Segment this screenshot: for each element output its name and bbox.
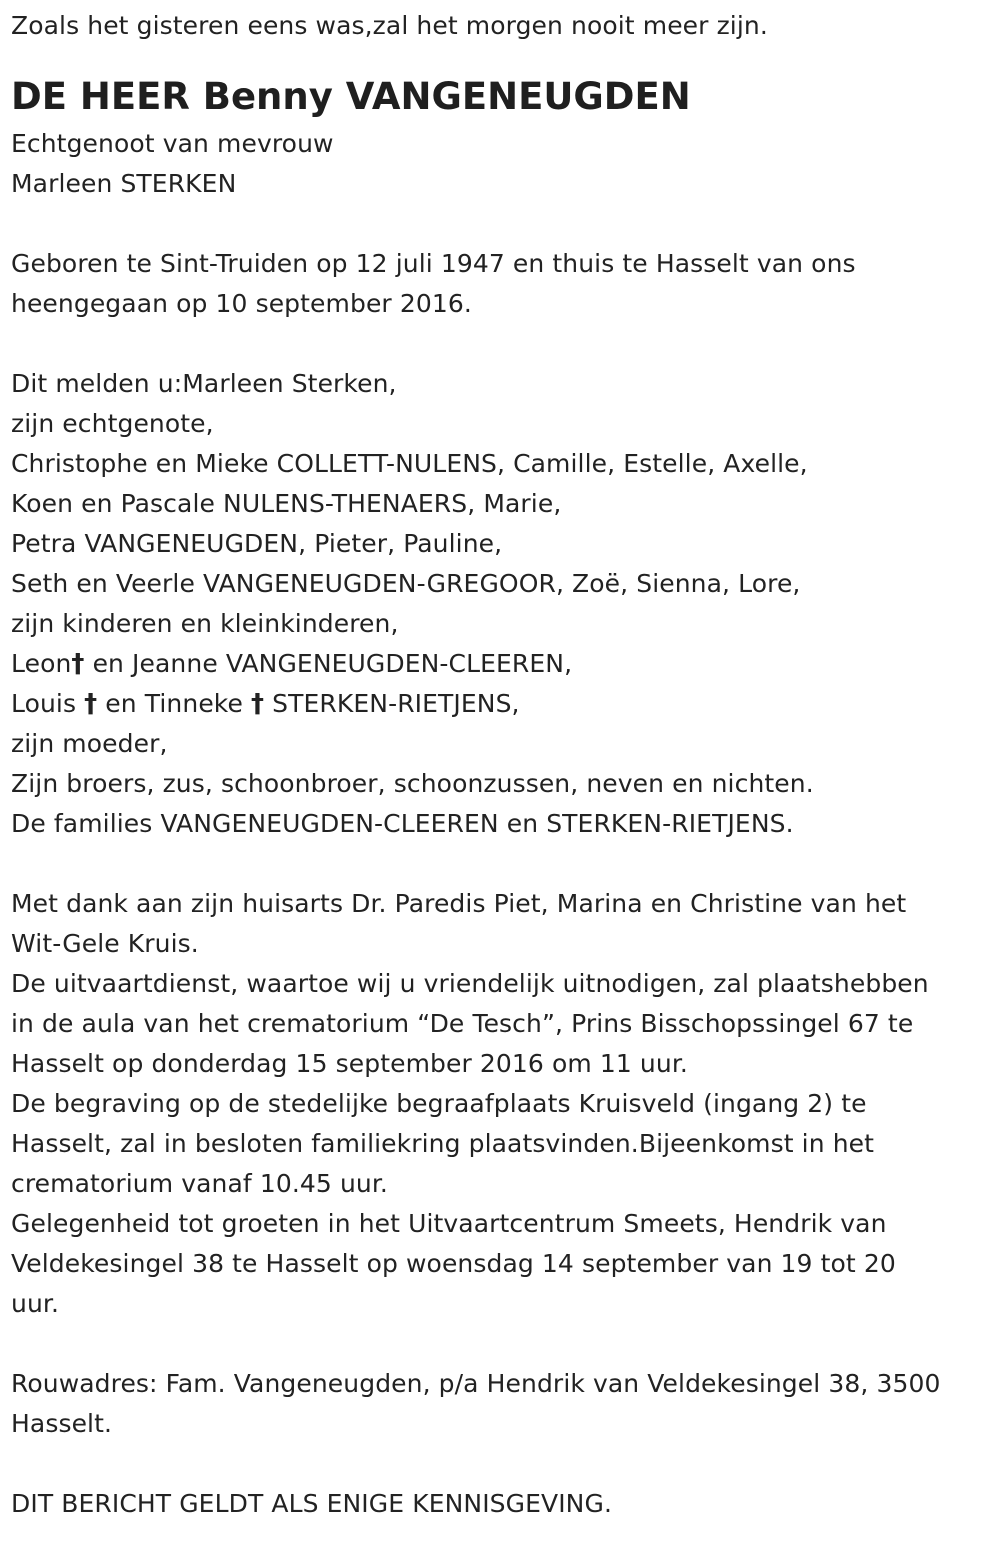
spacer — [11, 1444, 996, 1484]
name-leon: Leon — [11, 649, 72, 678]
family-line: zijn echtgenote, — [11, 409, 214, 438]
family-line-louis — [11, 684, 996, 724]
service-details — [11, 884, 996, 1324]
service-line: Veldekesingel 38 te Hasselt op woensdag 14 september van 19 tot 20 — [11, 1249, 896, 1278]
cross-icon: † — [71, 649, 85, 679]
birth-line: Geboren te Sint-Truiden op 12 juli 1947 en thuis te Hasselt van ons — [11, 249, 856, 278]
family-text: en Tinneke — [97, 689, 252, 718]
spacer — [11, 204, 996, 244]
obituary-notice — [11, 6, 996, 1524]
spouse-line: Echtgenoot van mevrouw — [11, 129, 334, 158]
family-line: Dit melden u:Marleen Sterken, — [11, 369, 397, 398]
family-line: Petra VANGENEUGDEN, Pieter, Pauline, — [11, 529, 503, 558]
closing-statement: DIT BERICHT GELDT ALS ENIGE KENNISGEVING. — [11, 1489, 612, 1518]
cross-icon: † — [84, 689, 98, 719]
family-line: Seth en Veerle VANGENEUGDEN-GREGOOR, Zoë, Sienna, Lore, — [11, 569, 801, 598]
family-text: STERKEN-RIETJENS, — [264, 689, 520, 718]
service-line: Hasselt op donderdag 15 september 2016 om 11 uur. — [11, 1049, 688, 1078]
mourning-address-city: Hasselt. — [11, 1409, 113, 1438]
family-line: zijn moeder, — [11, 729, 168, 758]
name-louis: Louis — [11, 689, 85, 718]
service-line: Wit-Gele Kruis. — [11, 929, 199, 958]
service-line: Hasselt, zal in besloten familiekring plaatsvinden.Bijeenkomst in het — [11, 1129, 875, 1158]
family-line: De families VANGENEUGDEN-CLEEREN en STERKEN-RIETJENS. — [11, 809, 794, 838]
family-list — [11, 364, 996, 844]
motto: Zoals het gisteren eens was,zal het morgen nooit meer zijn. — [11, 11, 768, 40]
family-line-leon — [11, 644, 996, 684]
spacer — [11, 1324, 996, 1364]
deceased-title: DE HEER Benny VANGENEUGDEN — [11, 75, 691, 118]
mourning-address: Rouwadres: Fam. Vangeneugden, p/a Hendrik van Veldekesingel 38, 3500 — [11, 1369, 941, 1398]
spouse-name: Marleen STERKEN — [11, 169, 237, 198]
family-line: Koen en Pascale NULENS-THENAERS, Marie, — [11, 489, 562, 518]
family-line: zijn kinderen en kleinkinderen, — [11, 609, 399, 638]
service-line: De uitvaartdienst, waartoe wij u vriendelijk uitnodigen, zal plaatshebben — [11, 969, 929, 998]
death-line: heengegaan op 10 september 2016. — [11, 289, 472, 318]
spacer — [11, 324, 996, 364]
family-text: en Jeanne VANGENEUGDEN-CLEEREN, — [84, 649, 573, 678]
family-line: Zijn broers, zus, schoonbroer, schoonzussen, neven en nichten. — [11, 769, 814, 798]
cross-icon: † — [251, 689, 265, 719]
family-line: Christophe en Mieke COLLETT-NULENS, Camille, Estelle, Axelle, — [11, 449, 808, 478]
service-line: De begraving op de stedelijke begraafplaats Kruisveld (ingang 2) te — [11, 1089, 867, 1118]
service-line: crematorium vanaf 10.45 uur. — [11, 1169, 388, 1198]
service-line: in de aula van het crematorium “De Tesch”, Prins Bisschopssingel 67 te — [11, 1009, 914, 1038]
service-line: Met dank aan zijn huisarts Dr. Paredis Piet, Marina en Christine van het — [11, 889, 907, 918]
service-line: Gelegenheid tot groeten in het Uitvaartcentrum Smeets, Hendrik van — [11, 1209, 887, 1238]
spacer — [11, 844, 996, 884]
service-line: uur. — [11, 1289, 60, 1318]
